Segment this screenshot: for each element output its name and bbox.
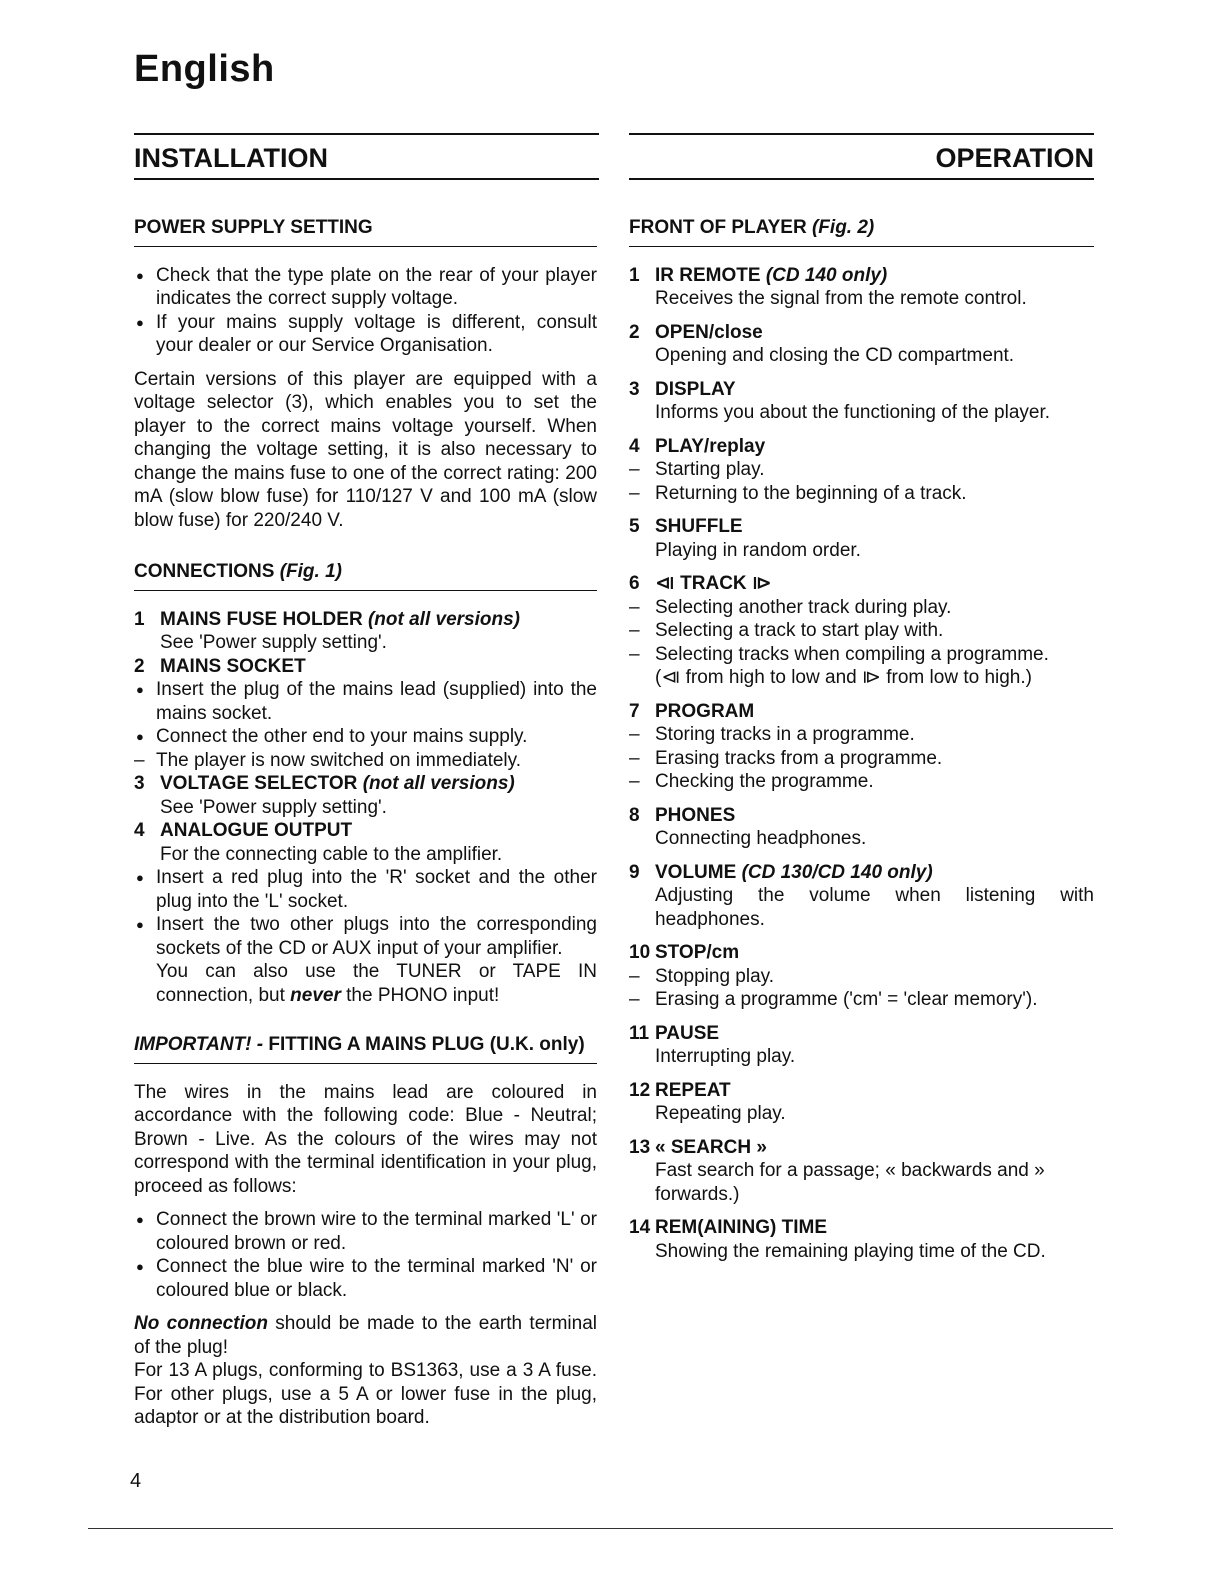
output-bullet: ● Insert the two other plugs into the corresponding sockets of the CD or AUX input of your amplifier. <box>134 913 597 960</box>
fuse-note: For 13 A plugs, conforming to BS1363, use a 3 A fuse. For other plugs, use a 5 A or lower fuse in the plug, adaptor or at the distribution board. <box>134 1360 597 1428</box>
connection-item: 3 VOLTAGE SELECTOR (not all versions) See 'Power supply setting'. <box>134 773 515 818</box>
operation-heading: OPERATION <box>935 143 1094 173</box>
installation-top-rule <box>134 133 599 135</box>
power-paragraph: Certain versions of this player are equipped with a voltage selector (3), which enables you to set the player to the correct mains voltage yourself. When changing the voltage setting, it is also necessary to change the mains fuse to one of the correct rating: 200 mA (slow blow fuse) for 110/127 V and 100 mA (slow blow fuse) for 220/240 V. <box>134 368 597 531</box>
mains-dash: – The player is now switched on immediately. <box>134 749 597 773</box>
page-number: 4 <box>130 1470 142 1492</box>
power-supply-title: POWER SUPPLY SETTING <box>134 216 597 247</box>
operation-item: 13 « SEARCH » Fast search for a passage; « backwards and » forwards.) <box>629 1136 1045 1205</box>
important-bullet: ● Connect the blue wire to the terminal marked 'N' or coloured blue or black. <box>134 1255 597 1302</box>
connection-item: 2 MAINS SOCKET <box>134 655 306 677</box>
operation-column <box>629 216 1094 1273</box>
operation-item: 9 VOLUME (CD 130/CD 140 only) Adjusting the volume when listening with headphones. <box>629 861 1094 930</box>
operation-item: 11 PAUSE Interrupting play. <box>629 1022 796 1067</box>
operation-item: 12 REPEAT Repeating play. <box>629 1079 786 1124</box>
no-connection-note: No connection should be made to the earth terminal of the plug! <box>134 1313 597 1358</box>
operation-item: 7 PROGRAM – Storing tracks in a programme. – Erasing tracks from a programme. – Checking the programme. <box>629 700 1094 794</box>
important-title: IMPORTANT! - FITTING A MAINS PLUG (U.K. only) <box>134 1033 597 1064</box>
installation-column <box>134 216 597 1430</box>
operation-item: 6 ⧏ TRACK ⧐ – Selecting another track during play. – Selecting a track to start play with. – Selecting tracks when compiling a programme. (⧏ from high to low and ⧐ from low to high.) <box>629 572 1094 690</box>
power-bullet: ● If your mains supply voltage is different, consult your dealer or our Service Organisation. <box>134 311 597 358</box>
footer-rule <box>88 1528 1113 1529</box>
page-title: English <box>134 48 275 90</box>
output-bullet: ● Insert a red plug into the 'R' socket and the other plug into the 'L' socket. <box>134 866 597 913</box>
connections-title: CONNECTIONS (Fig. 1) <box>134 560 597 591</box>
operation-item: 1 IR REMOTE (CD 140 only) Receives the signal from the remote control. <box>629 264 1027 309</box>
operation-item: 5 SHUFFLE Playing in random order. <box>629 516 861 561</box>
mains-bullet: ● Insert the plug of the mains lead (supplied) into the mains socket. <box>134 678 597 725</box>
installation-heading: INSTALLATION <box>134 143 328 173</box>
output-extra: You can also use the TUNER or TAPE IN connection, but never the PHONO input! <box>156 961 597 1006</box>
important-bullet: ● Connect the brown wire to the terminal marked 'L' or coloured brown or red. <box>134 1208 597 1255</box>
operation-item: 2 OPEN/close Opening and closing the CD compartment. <box>629 321 1015 366</box>
power-bullet: ● Check that the type plate on the rear of your player indicates the correct supply voltage. <box>134 264 597 311</box>
connection-item: 4 ANALOGUE OUTPUT For the connecting cable to the amplifier. <box>134 820 503 865</box>
mains-bullet: ● Connect the other end to your mains supply. <box>134 725 597 749</box>
operation-item: 14 REM(AINING) TIME Showing the remaining playing time of the CD. <box>629 1217 1046 1262</box>
important-paragraph: The wires in the mains lead are coloured in accordance with the following code: Blue - Neutral; Brown - Live. As the colours of the wires may not correspond with the terminal identification in your plug, proceed as follows: <box>134 1081 597 1197</box>
operation-item: 8 PHONES Connecting headphones. <box>629 804 867 849</box>
installation-bottom-rule <box>134 178 599 180</box>
operation-item: 4 PLAY/replay – Starting play. – Returning to the beginning of a track. <box>629 435 1094 506</box>
operation-bottom-rule <box>629 178 1094 180</box>
operation-item: 10 STOP/cm – Stopping play. – Erasing a programme ('cm' = 'clear memory'). <box>629 941 1094 1012</box>
operation-item: 3 DISPLAY Informs you about the functioning of the player. <box>629 378 1051 423</box>
front-of-player-title: FRONT OF PLAYER (Fig. 2) <box>629 216 1094 247</box>
connection-item: 1 MAINS FUSE HOLDER (not all versions) See 'Power supply setting'. <box>134 608 520 653</box>
operation-top-rule <box>629 133 1094 135</box>
